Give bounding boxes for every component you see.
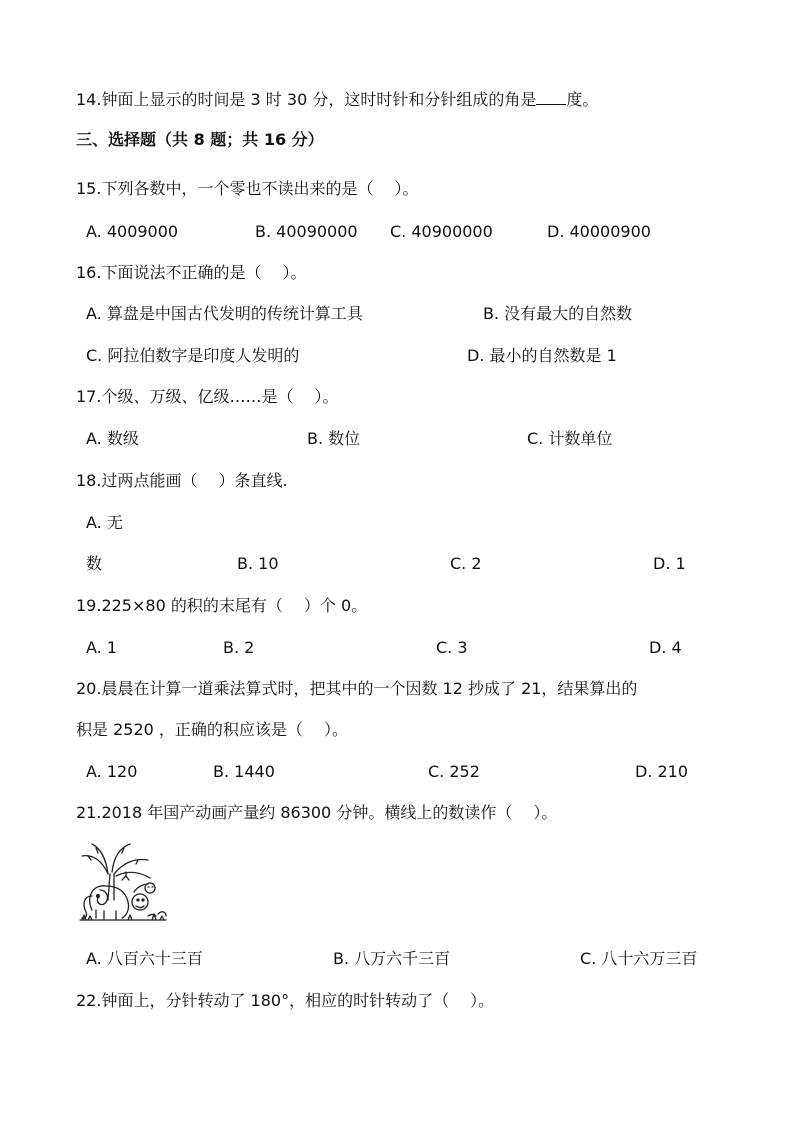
q18-option-a-continued: 数 xyxy=(86,554,103,573)
q21-option-a[interactable]: A. 八百六十三百 xyxy=(86,949,203,968)
q17-option-b[interactable]: B. 数位 xyxy=(307,429,361,448)
q21-option-c[interactable]: C. 八十六万三百 xyxy=(580,949,698,968)
question-18-stem: 18.过两点能画（ ）条直线. xyxy=(76,471,288,490)
q19-option-a[interactable]: A. 1 xyxy=(86,638,118,657)
q19-option-c[interactable]: C. 3 xyxy=(436,638,468,657)
q20-option-c[interactable]: C. 252 xyxy=(428,762,480,781)
q17-option-a[interactable]: A. 数级 xyxy=(86,429,139,448)
q16-option-b[interactable]: B. 没有最大的自然数 xyxy=(483,304,633,323)
q20-option-b[interactable]: B. 1440 xyxy=(213,762,275,781)
q20-option-a[interactable]: A. 120 xyxy=(86,762,138,781)
elephant-illustration xyxy=(78,840,170,924)
q18-option-d[interactable]: D. 1 xyxy=(653,554,686,573)
question-15-stem: 15.下列各数中，一个零也不读出来的是（ ）。 xyxy=(76,179,419,198)
question-22-stem: 22.钟面上，分针转动了 180°，相应的时针转动了（ ）。 xyxy=(76,991,495,1010)
question-19-stem: 19.225×80 的积的末尾有（ ）个 0。 xyxy=(76,596,368,615)
q14-answer-blank[interactable] xyxy=(536,86,566,105)
q20-option-d[interactable]: D. 210 xyxy=(635,762,689,781)
question-17-stem: 17.个级、万级、亿级……是（ ）。 xyxy=(76,387,339,406)
q16-option-a[interactable]: A. 算盘是中国古代发明的传统计算工具 xyxy=(86,304,363,323)
q17-option-c[interactable]: C. 计数单位 xyxy=(527,429,613,448)
section-3-heading: 三、选择题（共 8 题；共 16 分） xyxy=(76,130,324,149)
q15-option-a[interactable]: A. 4009000 xyxy=(86,222,179,241)
q18-option-c[interactable]: C. 2 xyxy=(450,554,482,573)
question-21-stem: 21.2018 年国产动画产量约 86300 分钟。横线上的数读作（ ）。 xyxy=(76,803,558,822)
q14-text-before: 14.钟面上显示的时间是 3 时 30 分，这时时针和分针组成的角是 xyxy=(76,90,537,109)
q18-option-b[interactable]: B. 10 xyxy=(237,554,279,573)
q14-text-after: 度。 xyxy=(566,90,599,109)
q15-option-c[interactable]: C. 40900000 xyxy=(390,222,493,241)
q19-option-d[interactable]: D. 4 xyxy=(649,638,682,657)
question-14 xyxy=(76,86,598,112)
question-20-stem-line-1: 20.晨晨在计算一道乘法算式时，把其中的一个因数 12 抄成了 21，结果算出的 xyxy=(76,679,638,698)
q16-option-d[interactable]: D. 最小的自然数是 1 xyxy=(467,346,617,365)
q21-option-b[interactable]: B. 八万六千三百 xyxy=(333,949,451,968)
q15-option-b[interactable]: B. 40090000 xyxy=(255,222,358,241)
q18-option-a[interactable]: A. 无 xyxy=(86,513,123,532)
question-20-stem-line-2: 积是 2520 ，正确的积应该是（ ）。 xyxy=(76,720,348,739)
q19-option-b[interactable]: B. 2 xyxy=(223,638,255,657)
q16-option-c[interactable]: C. 阿拉伯数字是印度人发明的 xyxy=(86,346,300,365)
question-16-stem: 16.下面说法不正确的是（ ）。 xyxy=(76,263,307,282)
q15-option-d[interactable]: D. 40000900 xyxy=(547,222,651,241)
